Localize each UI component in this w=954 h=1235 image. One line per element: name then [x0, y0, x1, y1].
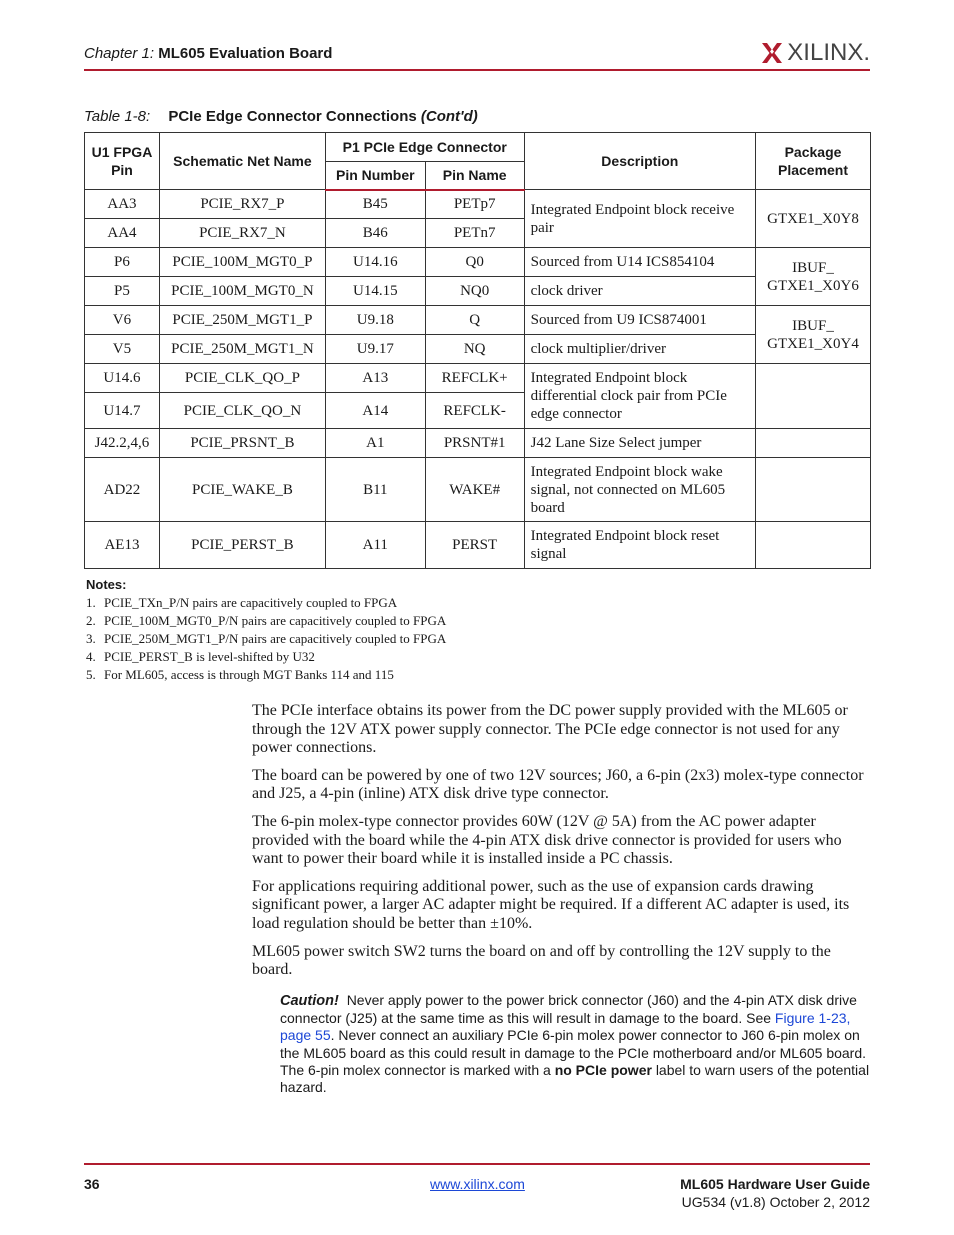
cell-net: PCIE_WAKE_B [159, 458, 325, 522]
table-contd: (Cont'd) [420, 108, 478, 125]
cell-net: PCIE_PERST_B [159, 522, 325, 569]
note-item [86, 666, 446, 684]
footer-rule [84, 1163, 870, 1165]
table-title: PCIe Edge Connector Connections [168, 108, 417, 125]
cell-pin-name: PETn7 [425, 219, 524, 248]
caution-text: label to warn users of the potential hazard. [280, 1061, 870, 1096]
header-placement: Package Placement [756, 133, 871, 190]
cell-pin-name: NQ [425, 335, 524, 364]
logo-text: XILINX. [787, 39, 870, 66]
cell-pin-name: PRSNT#1 [425, 429, 524, 458]
xilinx-logo-icon [761, 42, 783, 64]
cell-pin-number: U9.17 [325, 335, 425, 364]
cell-pin: P6 [85, 248, 160, 277]
cell-net: PCIE_100M_MGT0_N [159, 277, 325, 306]
cell-net: PCIE_RX7_P [159, 190, 325, 219]
cell-placement [756, 306, 871, 364]
placement-line: GTXE1_X0Y4 [767, 335, 859, 352]
website-link[interactable]: www.xilinx.com [430, 1176, 525, 1192]
cell-pin-number: A11 [325, 522, 425, 569]
note-item [86, 612, 446, 630]
page-number: 36 [84, 1176, 100, 1192]
header-p1-group: P1 PCIe Edge Connector [325, 133, 524, 162]
note-text: For ML605, access is through MGT Banks 114 and 115 [104, 667, 394, 682]
doc-id: UG534 (v1.8) October 2, 2012 [681, 1194, 870, 1210]
cell-pin-number: B11 [325, 458, 425, 522]
caution-text: Never apply power to the power brick connector (J60) and the 4-pin ATX disk drive connector (J25) at the same time as this will result in damage to the board. See [280, 992, 857, 1027]
note-item [86, 648, 446, 666]
cell-placement: GTXE1_X0Y8 [756, 190, 871, 248]
cell-net: PCIE_CLK_QO_N [159, 393, 325, 429]
cell-description: Sourced from U9 ICS874001 [524, 306, 755, 335]
table-row [85, 522, 871, 569]
paragraph-power-source: The PCIe interface obtains its power from the DC power supply provided with the ML605 or through the 12V ATX power supply connector. The PCIe edge connector is not used for any power connections. [252, 702, 848, 757]
table-row [85, 458, 871, 522]
cell-net: PCIE_100M_MGT0_P [159, 248, 325, 277]
cell-pin-name: Q [425, 306, 524, 335]
cell-pin-number: A13 [325, 364, 425, 393]
note-text: PCIE_PERST_B is level-shifted by U32 [104, 649, 315, 664]
placement-line: IBUF_ [792, 317, 834, 334]
cell-net: PCIE_250M_MGT1_P [159, 306, 325, 335]
caution-text: . Never connect an auxiliary PCIe 6-pin molex power connector to J60 6-pin molex on the ML605 board as this could result in damage to the PCIe motherboard and/or ML605 board. The 6-pin molex connector is marked with a [280, 1027, 867, 1078]
figure-link[interactable]: Figure 1-23, page 55 [280, 1010, 851, 1044]
table-row [85, 429, 871, 458]
header-net-name: Schematic Net Name [159, 133, 325, 190]
paragraph-12v-sources: The board can be powered by one of two 12V sources; J60, a 6-pin (2x3) molex-type connector and J25, a 4-pin (inline) ATX disk drive type connector. [252, 766, 864, 803]
cell-placement-empty [756, 522, 871, 569]
guide-title: ML605 Hardware User Guide [680, 1176, 870, 1192]
cell-pin: V6 [85, 306, 160, 335]
cell-description: Integrated Endpoint block differential clock pair from PCIe edge connector [524, 364, 755, 429]
footer-doc-info [680, 1175, 870, 1211]
cell-description: Sourced from U14 ICS854104 [524, 248, 755, 277]
header-pin-number: Pin Number [325, 162, 425, 190]
note-number: 5. [86, 667, 96, 682]
header-rule [84, 69, 870, 71]
table-row [85, 306, 871, 335]
table-row [85, 277, 871, 306]
cell-description: Integrated Endpoint block wake signal, not connected on ML605 board [524, 458, 755, 522]
cell-pin-name: Q0 [425, 248, 524, 277]
cell-pin: U14.7 [85, 393, 160, 429]
caution-label: Caution! [280, 993, 339, 1009]
cell-pin-name: REFCLK+ [425, 364, 524, 393]
cell-pin: AA4 [85, 219, 160, 248]
page-header [84, 38, 870, 72]
header-u1-pin: U1 FPGA Pin [85, 133, 160, 190]
chapter-heading [84, 45, 332, 62]
cell-pin: AD22 [85, 458, 160, 522]
table-row [85, 335, 871, 364]
table-number: Table 1-8: [84, 108, 151, 125]
paragraph-molex: The 6-pin molex-type connector provides 60W (12V @ 5A) from the AC power adapter provided with the board while the 4-pin ATX disk drive connector is provided for users who want to power their board while it is installed inside a PC chassis. [252, 812, 842, 868]
cell-pin-number: U14.16 [325, 248, 425, 277]
cell-description: clock driver [524, 277, 755, 306]
placement-line: IBUF_ [792, 259, 834, 276]
cell-pin-name: WAKE# [425, 458, 524, 522]
header-description: Description [524, 133, 755, 190]
cell-placement-empty [756, 429, 871, 458]
cell-description: clock multiplier/driver [524, 335, 755, 364]
cell-pin-number: A14 [325, 393, 425, 429]
table-row [85, 364, 871, 393]
note-number: 1. [86, 595, 96, 610]
cell-placement-empty [756, 364, 871, 429]
paragraph-additional-power: For applications requiring additional power, such as the use of expansion cards drawing significant power, a larger AC adapter might be required. If a different AC adapter is used, its load regulation should be better than ±10%. [252, 877, 850, 932]
chapter-label: Chapter 1: [84, 45, 155, 62]
paragraph-power-switch: ML605 power switch SW2 turns the board on and off by controlling the 12V supply to the board. [252, 942, 831, 979]
header-pin-name: Pin Name [425, 162, 524, 190]
cell-description: J42 Lane Size Select jumper [524, 429, 755, 458]
cell-pin: U14.6 [85, 364, 160, 393]
cell-pin: P5 [85, 277, 160, 306]
xilinx-logo [761, 40, 870, 66]
cell-pin: J42.2,4,6 [85, 429, 160, 458]
cell-pin: AE13 [85, 522, 160, 569]
cell-net: PCIE_PRSNT_B [159, 429, 325, 458]
cell-net: PCIE_RX7_N [159, 219, 325, 248]
note-number: 4. [86, 649, 96, 664]
cell-pin-number: A1 [325, 429, 425, 458]
note-text: PCIE_TXn_P/N pairs are capacitively coupled to FPGA [104, 595, 398, 610]
caution-block [280, 992, 870, 1096]
chapter-name: ML605 Evaluation Board [158, 45, 333, 62]
cell-pin: V5 [85, 335, 160, 364]
pcie-connections-table [84, 132, 871, 569]
table-row [85, 248, 871, 277]
note-item [86, 594, 446, 612]
cell-pin-name: REFCLK- [425, 393, 524, 429]
cell-placement [756, 248, 871, 306]
cell-placement-empty [756, 458, 871, 522]
caution-strong: no PCIe power [554, 1061, 652, 1078]
note-text: PCIE_250M_MGT1_P/N pairs are capacitively coupled to FPGA [104, 631, 447, 646]
cell-net: PCIE_250M_MGT1_N [159, 335, 325, 364]
note-number: 3. [86, 631, 96, 646]
cell-pin-number: U9.18 [325, 306, 425, 335]
cell-pin-name: PERST [425, 522, 524, 569]
note-item [86, 630, 446, 648]
table-caption [84, 108, 478, 125]
notes-list [86, 594, 446, 684]
cell-pin-name: PETp7 [425, 190, 524, 219]
cell-net: PCIE_CLK_QO_P [159, 364, 325, 393]
placement-line: GTXE1_X0Y6 [767, 277, 859, 294]
note-text: PCIE_100M_MGT0_P/N pairs are capacitively coupled to FPGA [104, 613, 447, 628]
table-row [85, 190, 871, 219]
cell-pin-number: B46 [325, 219, 425, 248]
notes-title: Notes: [86, 577, 127, 592]
cell-description: Integrated Endpoint block receive pair [524, 190, 755, 248]
cell-pin-number: B45 [325, 190, 425, 219]
note-number: 2. [86, 613, 96, 628]
cell-description: Integrated Endpoint block reset signal [524, 522, 755, 569]
body-text [252, 702, 870, 989]
cell-pin-name: NQ0 [425, 277, 524, 306]
cell-pin-number: U14.15 [325, 277, 425, 306]
cell-pin: AA3 [85, 190, 160, 219]
